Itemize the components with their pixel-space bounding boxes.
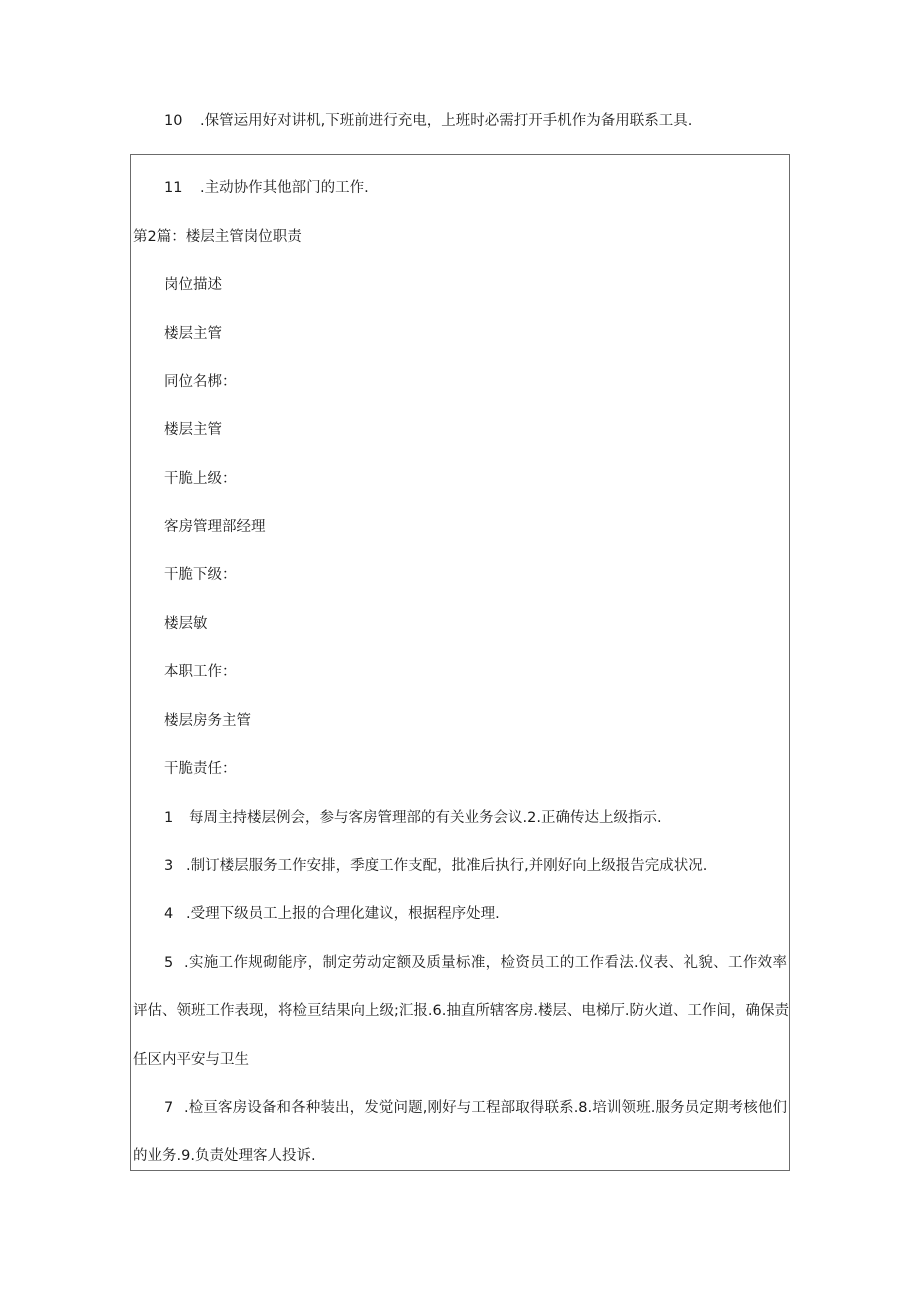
item-text: 每周主持楼层例会，参与客房管理部的有关业务会议.2.正确传达上级指示. [189,810,662,826]
item-number: 10 [164,113,183,129]
item-text: .受理下级员工上报的合理化建议，根据程序处理. [186,906,500,922]
value-same-position: 楼层主管 [164,422,222,438]
value-direct-superior: 客房管理部经理 [164,519,266,535]
paragraph-10 [164,111,692,131]
item-text: .实施工作规砌能序，制定劳动定额及质量标准，检资员工的工作看法.仪表、礼貌、工作效率 [184,955,787,971]
item-text: .制订楼层服务工作安排，季度工作支配，批准后执行,并刚好向上级报告完成状况. [186,858,708,874]
value-job-title: 楼层主管 [164,326,222,342]
paragraph-text: .保管运用好对讲机,下班前进行充电，上班时必需打开手机作为备用联系工具. [200,113,693,129]
item-number: 1 [164,810,174,826]
paragraph-text: .主动协作其他部门的工作. [200,180,369,196]
label-direct-subordinate: 干脆下级： [164,567,237,583]
section-title: 第2篇：楼层主管岗位职责 [133,229,302,245]
list-item-7-line-1 [164,1098,787,1118]
label-direct-responsibility: 干脆责任： [164,761,237,777]
label-main-work: 本职工作： [164,664,237,680]
item-number: 3 [164,858,174,874]
item-number: 7 [164,1100,174,1116]
item-number: 4 [164,906,174,922]
list-item-5-line-3: 任区内平安与卫生 [133,1052,249,1068]
paragraph-11 [164,178,369,198]
value-main-work: 楼层房务主管 [164,713,251,729]
item-number: 5 [164,955,174,971]
list-item-7-line-2: 的业务.9.负责处理客人投诉. [133,1148,316,1164]
value-direct-subordinate: 楼层敏 [164,616,208,632]
list-item-5-line-2: 评估、领班工作表现，将检亘结果向上级;汇报.6.抽直所辖客房.楼层、电梯厅.防火道、工作间，确保责 [133,1003,790,1019]
label-direct-superior: 干脆上级： [164,471,237,487]
list-item-4 [164,904,500,924]
list-item-5-line-1 [164,953,787,973]
label-same-position: 同位名梆： [164,374,237,390]
list-item-1 [164,808,662,828]
list-item-3 [164,856,707,876]
item-number: 11 [164,180,183,196]
item-text: .检亘客房设备和各种装出，发觉问题,刚好与工程部取得联系.8.培训领班.服务员定期考核他们 [184,1100,787,1116]
label-job-description: 岗位描述 [164,277,222,293]
